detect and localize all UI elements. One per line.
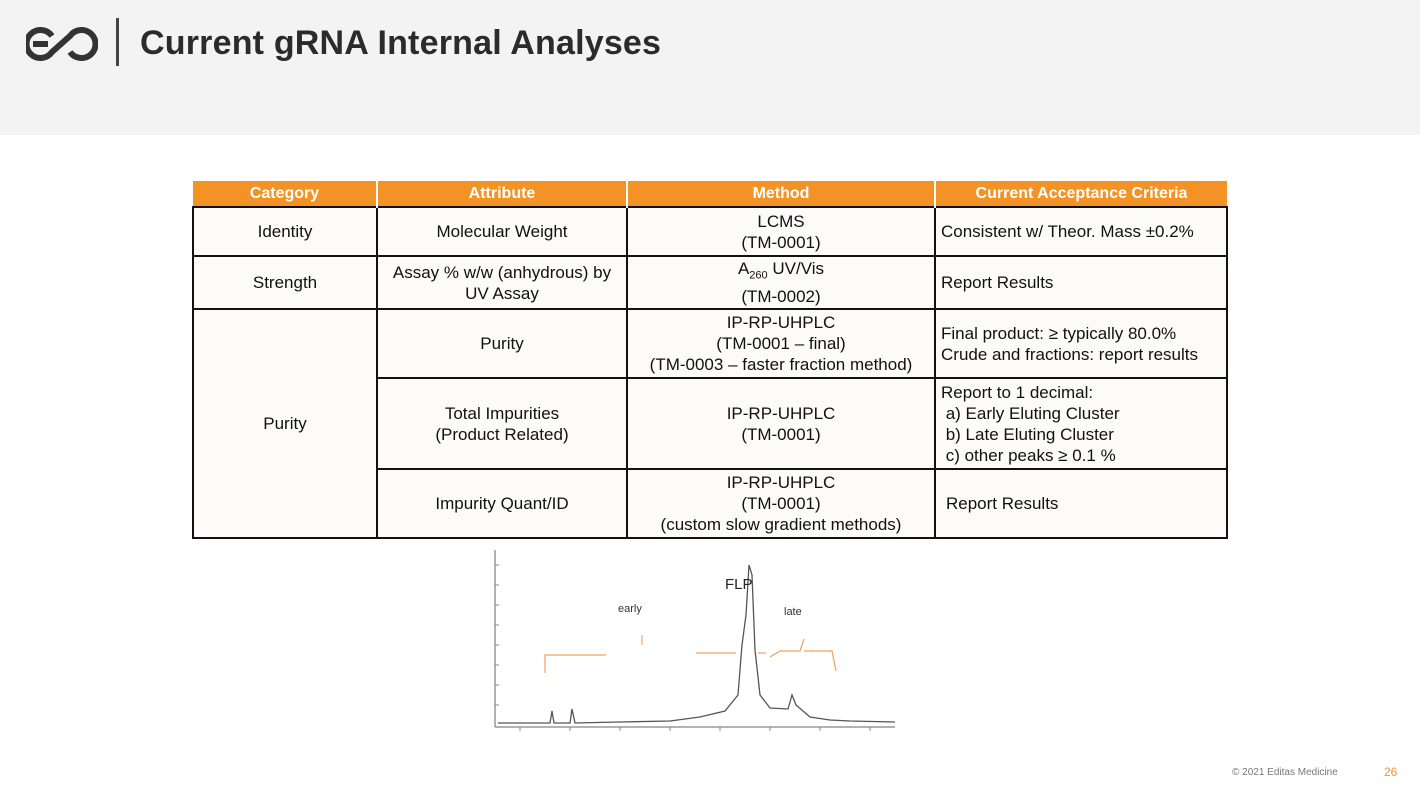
attribute-cell — [377, 469, 627, 538]
title-divider — [116, 18, 119, 66]
criteria-cell — [935, 469, 1227, 538]
absorbance-symbol: A — [737, 259, 750, 278]
criteria-line: Consistent w/ Theor. Mass ±0.2% — [941, 222, 1194, 241]
criteria-cell — [935, 207, 1227, 256]
method-cell — [627, 309, 935, 378]
method-line: (TM-0001) — [741, 494, 821, 514]
early-label: early — [618, 603, 642, 615]
attribute-cell — [377, 378, 627, 469]
criteria-line: Report Results — [941, 273, 1054, 293]
criteria-cell — [935, 256, 1227, 309]
criteria-line: Final product: ≥ typically 80.0% — [941, 323, 1177, 343]
table-header-row — [193, 181, 1227, 207]
chromatogram-figure — [470, 545, 910, 755]
attribute-line: Molecular Weight — [436, 222, 568, 241]
early-bracket — [545, 635, 642, 673]
attribute-cell — [377, 256, 627, 309]
method-line — [632, 258, 930, 286]
header-method: Method — [627, 181, 935, 207]
criteria-line: Crude and fractions: report results — [941, 344, 1199, 364]
method-text: UV/Vis — [767, 259, 825, 278]
header-category: Category — [193, 181, 377, 207]
category-cell: Purity — [193, 309, 377, 538]
table-row — [193, 207, 1227, 256]
method-line: (TM-0001) — [741, 424, 821, 444]
method-line: (TM-0001 – final) — [716, 334, 846, 354]
method-line: (TM-0002) — [741, 287, 821, 307]
method-cell — [627, 469, 935, 538]
criteria-line: Report Results — [946, 494, 1059, 514]
criteria-cell — [935, 309, 1227, 378]
chromatogram-ticks — [495, 565, 870, 731]
header-criteria: Current Acceptance Criteria — [935, 181, 1227, 207]
table-row — [193, 309, 1227, 378]
attribute-cell — [377, 309, 627, 378]
late-bracket — [770, 639, 836, 671]
criteria-cell — [935, 378, 1227, 469]
criteria-line: Report to 1 decimal: — [941, 382, 1094, 402]
page-number: 26 — [1384, 765, 1398, 779]
chromatogram-trace — [498, 565, 895, 723]
method-cell — [627, 207, 935, 256]
attribute-line: Total Impurities — [444, 403, 560, 423]
criteria-line: b) Late Eluting Cluster — [941, 424, 1114, 444]
attribute-line: UV Assay — [465, 283, 539, 303]
method-cell — [627, 256, 935, 309]
criteria-line: c) other peaks ≥ 0.1 % — [941, 445, 1116, 465]
method-line: LCMS — [757, 211, 805, 231]
attribute-line: Impurity Quant/ID — [435, 494, 569, 514]
header-attribute: Attribute — [377, 181, 627, 207]
table-row — [193, 256, 1227, 309]
criteria-line: a) Early Eluting Cluster — [941, 403, 1120, 423]
method-line: IP-RP-UHPLC — [726, 403, 836, 423]
attribute-line: (Product Related) — [435, 424, 569, 444]
method-line: (TM-0001) — [741, 232, 821, 252]
page-title: Current gRNA Internal Analyses — [140, 24, 662, 62]
late-label: late — [784, 606, 802, 618]
category-cell: Strength — [193, 256, 377, 309]
footer-copyright: © 2021 Editas Medicine — [1232, 767, 1338, 778]
header-band — [0, 0, 1420, 135]
editas-logo-icon — [26, 22, 98, 66]
category-cell: Identity — [193, 207, 377, 256]
attribute-cell — [377, 207, 627, 256]
flp-label: FLP — [725, 576, 753, 593]
method-line: (TM-0003 – faster fraction method) — [649, 355, 913, 375]
method-cell — [627, 378, 935, 469]
attribute-line: Assay % w/w (anhydrous) by — [392, 262, 612, 282]
attribute-line: Purity — [480, 334, 524, 354]
method-line: IP-RP-UHPLC — [726, 313, 836, 333]
analyses-table — [192, 181, 1228, 539]
method-line: (custom slow gradient methods) — [660, 515, 902, 535]
wavelength-subscript: 260 — [749, 269, 768, 282]
method-line: IP-RP-UHPLC — [726, 473, 836, 493]
